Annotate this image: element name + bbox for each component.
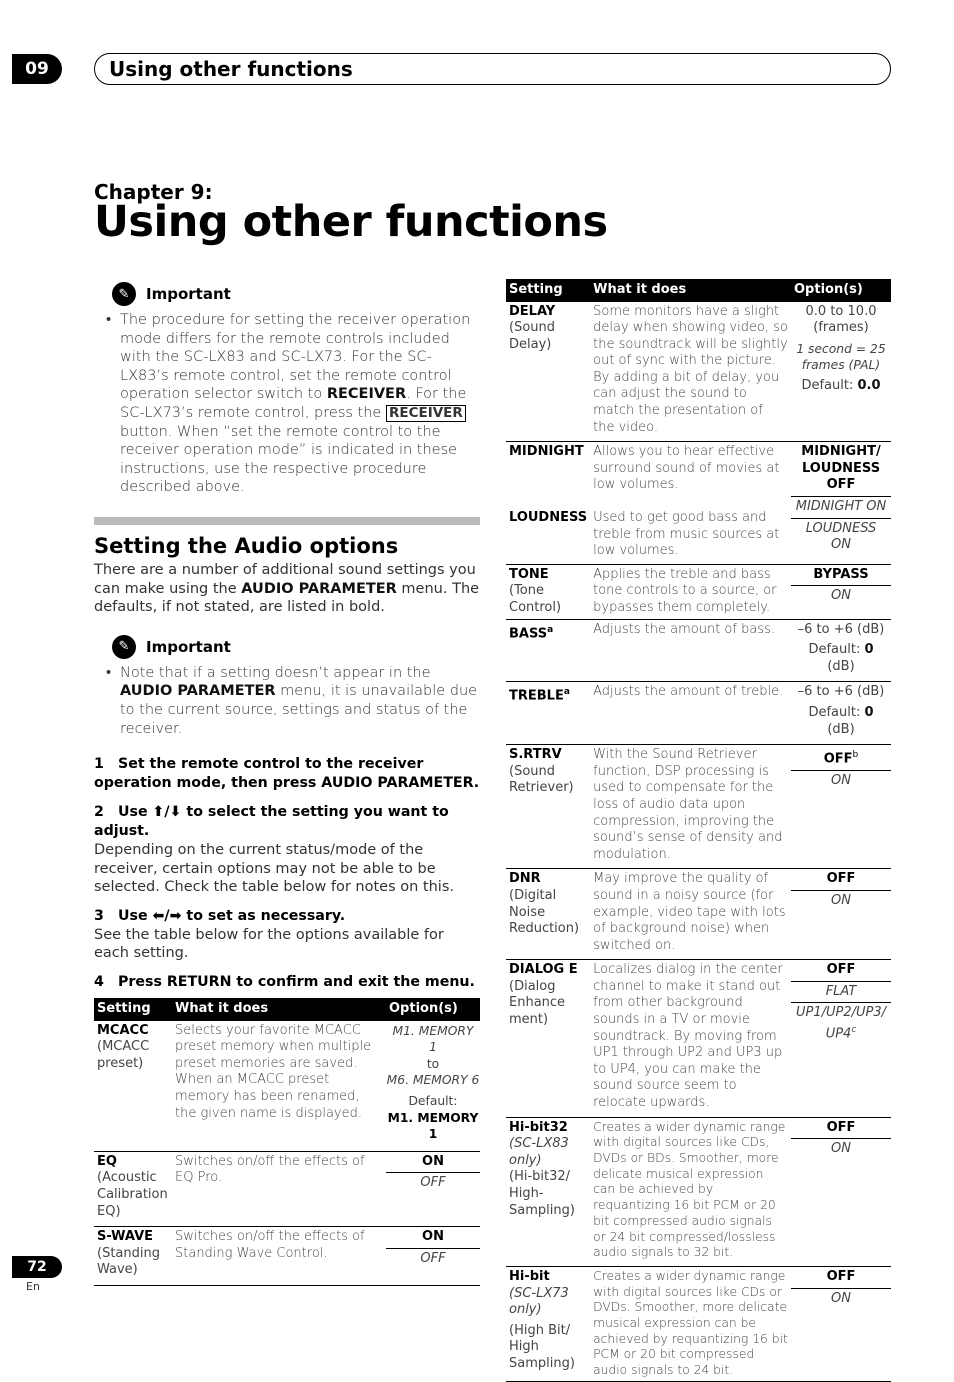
table-row-dnr: DNR (Digital Noise Reduction) May improve the quality of sound in a noisy source (for example, video tape with lots of background noise) when switched on. OFF ON bbox=[506, 869, 891, 960]
options-table-right: Setting What it does Option(s) DELAY (Sound Delay) Some monitors have a slight delay when showing video, so the soundtrack will be slightly out of sync with the picture. By adding a bit of delay, you can adjust the sound to match the presentation of the video. 0.0 to 10.0 (frames) 1 second = 25 frames (PAL) Default: 0.0 MIDNIGHT Allows you to hear effective surround sound of movies at low volumes. MIDNIGHT/ LOUDNESS OFF MIDNIGHT ON LOUDNESS ON LOUDNESS Used to get good bass and treble from music sources at low volumes. TONE (Tone Control) Applies the treble and bass tone controls to a source, or bypasses them completely. BYPASS ON BASS$^a$ Adjusts the amount of bass. –6 to +6 (dB) Default: 0 (dB) TREBLE$^a$ Adjusts the amount of treble. –6 to +6 (dB) Default: 0 (dB) S.RTRV (Sound Retriever) With the Sound Retriever function, DSP processing is used to compensate for the loss of audio data upon compression, improving the sound’s sense of density and modulation. OFF$^b$ ON DNR (Digital Noise Reduction) May improve the quality of sound in a noisy source (for example, video tape with lots of background noise) when switched on. OFF ON DIALOG E (Dialog Enhance ment) Localizes dialog in the center channel to make it stand out from other background sounds in a TV or movie soundtrack. By moving from UP1 through UP2 and UP3 up to UP4, you can make the sound source seem to relocate upwards. OFF FLAT UP1/UP2/UP3/ UP4$^c$ Hi-bit32 (SC-LX83 only) (Hi-bit32/ High-Sampling) Creates a wider dynamic range with digital sources like CDs, DVDs or BDs. Smoother, more delicate musical expression can be achieved by requantizing 16 bit PCM or 20 bit compressed audio signals or 24 bit compressed/lossless audio signals to 32 bit. OFF ON Hi-bit (SC-LX73 only) (High Bit/ High Sampling) Creates a wider dynamic range with digital sources like CDs or DVDs. Smoother, more delicate musical expression can be achieved by requantizing 16 bit PCM or 20 bit compressed audio signals to 24 bit. OFF ON bbox=[506, 279, 891, 1382]
table-row-tone: TONE (Tone Control) Applies the treble and bass tone controls to a source, or bypasses them completely. BYPASS ON bbox=[506, 564, 891, 619]
table-row-eq: EQ (Acoustic Calibration EQ) Switches on/off the effects of EQ Pro. ON OFF bbox=[94, 1151, 480, 1226]
receiver-key: RECEIVER bbox=[386, 405, 466, 422]
table-row-srtrv: S.RTRV (Sound Retriever) With the Sound Retriever function, DSP processing is used to compensate for the loss of audio data upon compression, improving the sound’s sense of density and modulation. OFF$^b$ ON bbox=[506, 745, 891, 869]
page-number: 72 bbox=[12, 1256, 62, 1278]
table-row-bass: BASS$^a$ Adjusts the amount of bass. –6 to +6 (dB) Default: 0 (dB) bbox=[506, 619, 891, 682]
table-row-delay: DELAY (Sound Delay) Some monitors have a slight delay when showing video, so the soundtrack will be slightly out of sync with the picture. By adding a bit of delay, you can adjust the sound to match the presentation of the video. 0.0 to 10.0 (frames) 1 second = 25 frames (PAL) Default: 0.0 bbox=[506, 301, 891, 442]
step-3-body: See the table below for the options available for each setting. bbox=[94, 926, 444, 962]
important-icon: ✎ bbox=[112, 282, 136, 306]
step-4: 4 Press RETURN to confirm and exit the menu. bbox=[94, 974, 475, 991]
right-column bbox=[506, 279, 891, 1382]
section-intro: There are a number of additional sound settings you can make using the AUDIO PARAMETER menu. The defaults, if not stated, are listed in bold. bbox=[94, 561, 480, 616]
chapter-number-tab: 09 bbox=[12, 54, 62, 84]
important-heading-2: ✎ Important bbox=[112, 633, 480, 661]
left-column bbox=[94, 280, 480, 1286]
important-note-availability: • Note that if a setting doesn’t appear in the AUDIO PARAMETER menu, it is unavailable due to the current source, settings and status of the receiver. bbox=[94, 664, 480, 738]
important-note-remote: • The procedure for setting the receiver operation mode differs for the remote controls included with the SC-LX83 and SC-LX73. For the SC-LX83’s remote control, set the remote control operation selector switch to RECEIVER. For the SC-LX73’s remote control, press the RECEIVER button. When “set the remote control to the receiver operation mode” is indicated in these instructions, use the respective procedure described above. bbox=[94, 311, 480, 497]
table-row-hibit: Hi-bit (SC-LX73 only) (High Bit/ High Sampling) Creates a wider dynamic range with digital sources like CDs or DVDs. Smoother, more delicate musical expression can be achieved by requantizing 16 bit PCM or 20 bit compressed audio signals to 24 bit. OFF ON bbox=[506, 1266, 891, 1381]
step-2-body: Depending on the current status/mode of the receiver, certain options may not be able to be selected. Check the table below for notes on this. bbox=[94, 842, 454, 896]
table-row-hibit32: Hi-bit32 (SC-LX83 only) (Hi-bit32/ High-Sampling) Creates a wider dynamic range with digital sources like CDs, DVDs or BDs. Smoother, more delicate musical expression can be achieved by requantizing 16 bit PCM or 20 bit compressed audio signals or 24 bit compressed/lossless audio signals to 32 bit. OFF ON bbox=[506, 1117, 891, 1266]
step-3: 3 Use ⬅/➡ to set as necessary. bbox=[94, 907, 346, 924]
table-row-treble: TREBLE$^a$ Adjusts the amount of treble. –6 to +6 (dB) Default: 0 (dB) bbox=[506, 682, 891, 745]
chapter-title: Using other functions bbox=[94, 197, 608, 247]
table-row-loudness: LOUDNESS Used to get good bass and treble from music sources at low volumes. bbox=[509, 510, 780, 559]
table-row-mcacc: MCACC (MCACC preset) Selects your favorite MCACC preset memory when multiple preset memories are saved. When an MCACC preset memory has been renamed, the given name is displayed. M1. MEMORY 1 to M6. MEMORY 6 Default: M1. MEMORY 1 bbox=[94, 1020, 480, 1151]
important-icon: ✎ bbox=[112, 635, 136, 659]
table-row-midnight: MIDNIGHT Allows you to hear effective surround sound of movies at low volumes. MIDNIGHT/ LOUDNESS OFF MIDNIGHT ON LOUDNESS ON bbox=[506, 442, 891, 496]
page-language: En bbox=[26, 1280, 40, 1293]
options-table-left: Setting What it does Option(s) MCACC (MCACC preset) Selects your favorite MCACC preset memory when multiple preset memories are saved. When an MCACC preset memory has been renamed, the given name is displayed. M1. MEMORY 1 to M6. MEMORY 6 Default: M1. MEMORY 1 EQ (Acoustic Calibration EQ) Switches on/off the effects of EQ Pro. ON OFF S-WAVE (Standing Wave) Switches on/off the effects of Standing Wave Control. ON OFF bbox=[94, 998, 480, 1286]
chapter-label: Chapter 9: bbox=[94, 180, 213, 204]
step-2: 2 Use ⬆/⬇ to select the setting you want to adjust. bbox=[94, 804, 449, 840]
running-header bbox=[94, 53, 891, 85]
section-title: Setting the Audio options bbox=[94, 533, 399, 558]
table-row-swave: S-WAVE (Standing Wave) Switches on/off the effects of Standing Wave Control. ON OFF bbox=[94, 1227, 480, 1286]
running-header-title: Using other functions bbox=[109, 57, 353, 81]
step-1: 1 Set the remote control to the receiver operation mode, then press AUDIO PARAMETER. bbox=[94, 756, 480, 792]
important-heading: ✎ Important bbox=[112, 280, 480, 308]
section-divider bbox=[94, 517, 480, 525]
table-row-dialog-e: DIALOG E (Dialog Enhance ment) Localizes dialog in the center channel to make it stand out from other background sounds in a TV or movie soundtrack. By moving from UP1 through UP2 and UP3 up to UP4, you can make the sound source seem to relocate upwards. OFF FLAT UP1/UP2/UP3/ UP4$^c$ bbox=[506, 960, 891, 1117]
